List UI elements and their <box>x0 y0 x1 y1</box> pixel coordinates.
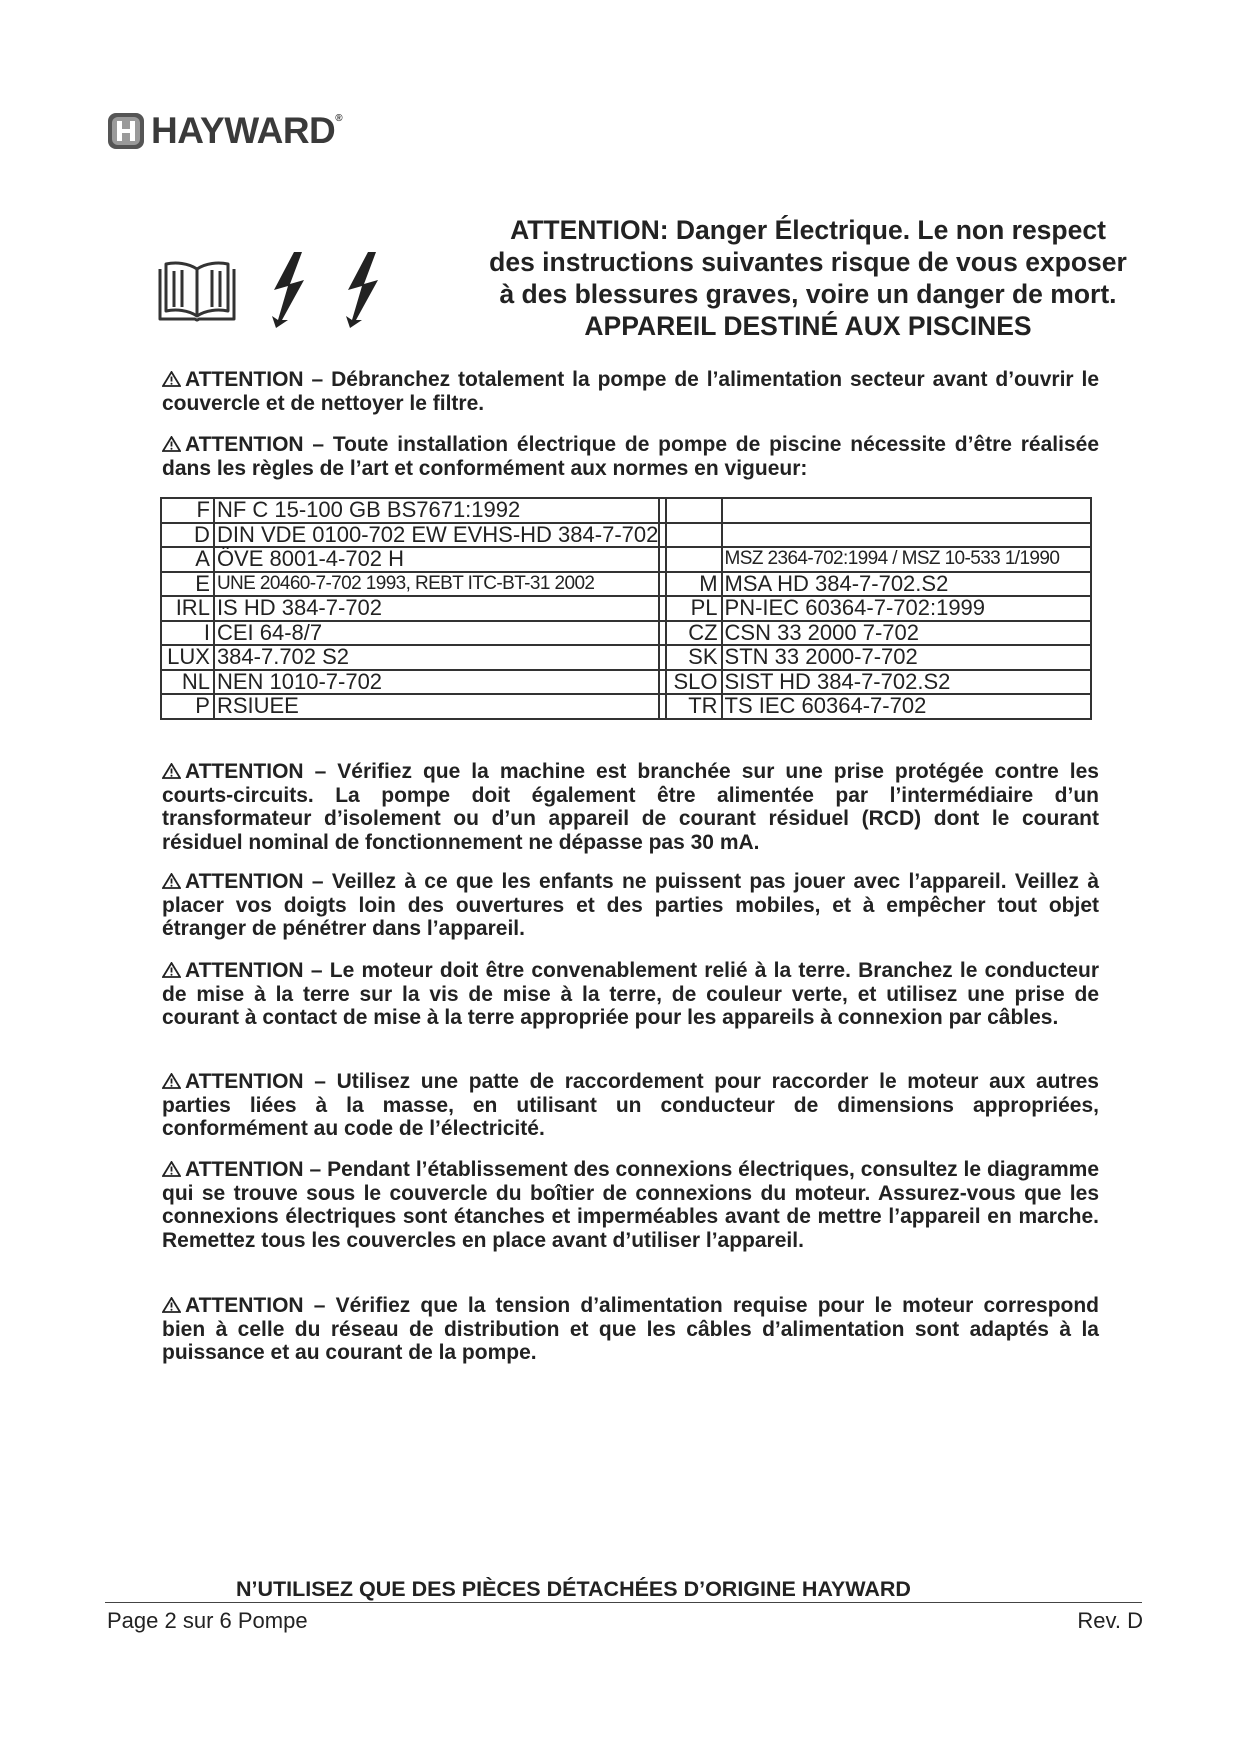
warning-triangle-icon <box>162 1297 181 1313</box>
country-code: IRL <box>161 596 214 621</box>
standard: CEI 64-8/7 <box>214 621 659 646</box>
warning-triangle-icon <box>162 1073 181 1089</box>
standard: STN 33 2000-7-702 <box>722 645 1091 670</box>
warning-triangle-icon <box>162 962 181 978</box>
standard: SIST HD 384-7-702.S2 <box>722 670 1091 695</box>
lightning-bolt-icon <box>338 250 386 330</box>
revision-label: Rev. D <box>1077 1608 1143 1633</box>
table-row <box>161 572 1091 597</box>
table-row <box>161 694 1091 719</box>
attention-paragraph: ATTENTION – Toute installation électrique de pompe de piscine nécessite d’être réalisée dans les règles de l’art et conformément aux normes en vigueur: <box>162 433 1099 480</box>
standard: UNE 20460-7-702 1993, REBT ITC-BT-31 2002 <box>214 572 659 597</box>
attention-paragraph: ATTENTION – Pendant l’établissement des connexions électriques, consultez le diagramme qui se trouve sous le couvercle du boîtier de connexions du moteur. Assurez-vous que les connexions électriques sont étanches et imperméables avant de mettre l’appareil en marche. Remettez tous les couvercles en place avant d’utiliser l’appareil. <box>162 1158 1099 1252</box>
warning-triangle-icon <box>162 1161 181 1177</box>
standard: CSN 33 2000 7-702 <box>722 621 1091 646</box>
warning-line: à des blessures graves, voire un danger de mort. <box>499 279 1117 309</box>
warning-triangle-icon <box>162 436 181 452</box>
standard: ÖVE 8001-4-702 H <box>214 547 659 572</box>
hayward-logo <box>107 112 342 150</box>
standard: NEN 1010-7-702 <box>214 670 659 695</box>
standard: RSIUEE <box>214 694 659 719</box>
standard: TS IEC 60364-7-702 <box>722 694 1091 719</box>
country-code: LUX <box>161 645 214 670</box>
country-code: D <box>161 523 214 548</box>
standard <box>722 523 1091 548</box>
country-code <box>666 547 722 572</box>
country-code: A <box>161 547 214 572</box>
table-row <box>161 547 1091 572</box>
country-code: TR <box>666 694 722 719</box>
warning-line: des instructions suivantes risque de vous exposer <box>489 247 1127 277</box>
country-code: I <box>161 621 214 646</box>
country-code <box>666 498 722 523</box>
table-row <box>161 670 1091 695</box>
standard: NF C 15-100 GB BS7671:1992 <box>214 498 659 523</box>
country-code: SLO <box>666 670 722 695</box>
table-row <box>161 523 1091 548</box>
lightning-bolt-icon <box>264 250 312 330</box>
table-row <box>161 498 1091 523</box>
table-row <box>161 645 1091 670</box>
standard <box>722 498 1091 523</box>
hayward-h-mark-icon <box>107 112 145 150</box>
attention-paragraph: ATTENTION – Le moteur doit être convenablement relié à la terre. Branchez le conducteur de mise à la terre sur la vis de mise à la terre, de couleur verte, et utilisez une prise de courant à contact de mise à la terre appropriée pour les appareils à connexion par câbles. <box>162 959 1099 1029</box>
country-code <box>666 523 722 548</box>
warning-icons <box>158 250 386 330</box>
norms-table <box>160 497 1092 720</box>
table-row <box>161 621 1091 646</box>
footer-notice: N’UTILISEZ QUE DES PIÈCES DÉTACHÉES D’ORIGINE HAYWARD <box>236 1577 911 1601</box>
warning-line: ATTENTION: Danger Électrique. Le non respect <box>510 215 1106 245</box>
warning-triangle-icon <box>162 873 181 889</box>
header-warning <box>458 214 1158 342</box>
standard: 384-7.702 S2 <box>214 645 659 670</box>
standard: PN-IEC 60364-7-702:1999 <box>722 596 1091 621</box>
warning-triangle-icon <box>162 371 181 387</box>
country-code: P <box>161 694 214 719</box>
standard: IS HD 384-7-702 <box>214 596 659 621</box>
attention-paragraph: ATTENTION – Utilisez une patte de raccordement pour raccorder le moteur aux autres parties liées à la masse, en utilisant un conducteur de dimensions appropriées, conformément au code de l’électricité. <box>162 1070 1099 1140</box>
standard: DIN VDE 0100-702 EW EVHS-HD 384-7-702 <box>214 523 659 548</box>
country-code: PL <box>666 596 722 621</box>
country-code: F <box>161 498 214 523</box>
attention-paragraph: ATTENTION – Débranchez totalement la pompe de l’alimentation secteur avant d’ouvrir le couvercle et de nettoyer le filtre. <box>162 368 1099 415</box>
country-code: NL <box>161 670 214 695</box>
country-code: SK <box>666 645 722 670</box>
manual-book-icon <box>158 257 236 323</box>
table-row <box>161 596 1091 621</box>
country-code: M <box>666 572 722 597</box>
brand-name: HAYWARD® <box>151 110 343 151</box>
warning-subtitle: APPAREIL DESTINÉ AUX PISCINES <box>584 311 1032 341</box>
attention-paragraph: ATTENTION – Veillez à ce que les enfants ne puissent pas jouer avec l’appareil. Veillez à placer vos doigts loin des ouvertures et des parties mobiles, et à empêcher tout objet étranger de pénétrer dans l’appareil. <box>162 870 1099 940</box>
standard: MSA HD 384-7-702.S2 <box>722 572 1091 597</box>
standard: MSZ 2364-702:1994 / MSZ 10-533 1/1990 <box>722 547 1091 572</box>
country-code: CZ <box>666 621 722 646</box>
page-number: Page 2 sur 6 Pompe <box>107 1608 308 1633</box>
warning-triangle-icon <box>162 763 181 779</box>
country-code: E <box>161 572 214 597</box>
attention-paragraph: ATTENTION – Vérifiez que la tension d’alimentation requise pour le moteur correspond bien à celle du réseau de distribution et que les câbles d’alimentation sont adaptés à la puissance et au courant de la pompe. <box>162 1294 1099 1364</box>
attention-paragraph: ATTENTION – Vérifiez que la machine est branchée sur une prise protégée contre les courts-circuits. La pompe doit également être alimentée par l’intermédiaire d’un transformateur d’isolement ou d’un appareil de courant résiduel (RCD) dont le courant résiduel nominal de fonctionnement ne dépasse pas 30 mA. <box>162 760 1099 854</box>
footer-divider <box>105 1602 1142 1603</box>
